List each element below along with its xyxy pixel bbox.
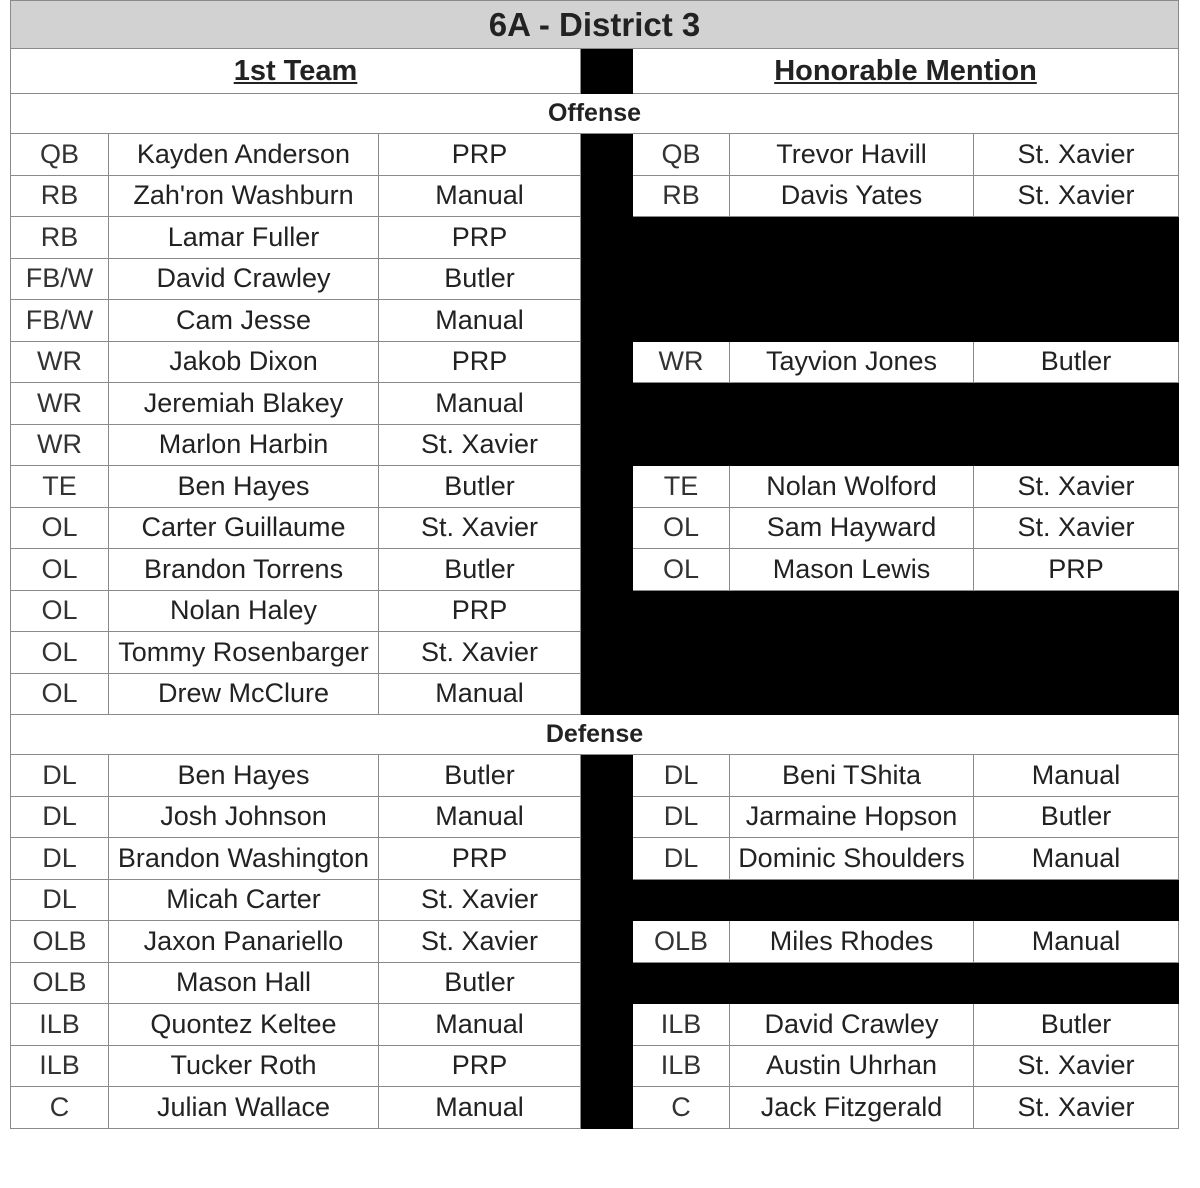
first-team-name: Carter Guillaume xyxy=(109,507,379,549)
honorable-mention-school: Butler xyxy=(974,1004,1179,1046)
empty-blackout-cell xyxy=(730,217,974,259)
first-team-name: Tucker Roth xyxy=(109,1045,379,1087)
empty-blackout-cell xyxy=(974,217,1179,259)
honorable-mention-pos: ILB xyxy=(633,1004,730,1046)
honorable-mention-school: St. Xavier xyxy=(974,466,1179,508)
table-row xyxy=(11,424,1179,466)
first-team-name: Mason Hall xyxy=(109,962,379,1004)
honorable-mention-school: Manual xyxy=(974,838,1179,880)
first-team-name: Jakob Dixon xyxy=(109,341,379,383)
first-team-name: Cam Jesse xyxy=(109,300,379,342)
honorable-mention-school: St. Xavier xyxy=(974,134,1179,176)
honorable-mention-school: Butler xyxy=(974,341,1179,383)
honorable-mention-pos: OL xyxy=(633,549,730,591)
first-team-school: Manual xyxy=(379,796,581,838)
column-separator xyxy=(581,632,633,674)
empty-blackout-cell xyxy=(730,300,974,342)
empty-blackout-cell xyxy=(633,424,730,466)
first-team-pos: DL xyxy=(11,879,109,921)
first-team-school: Manual xyxy=(379,175,581,217)
honorable-mention-name: Nolan Wolford xyxy=(730,466,974,508)
column-separator xyxy=(581,49,633,94)
first-team-pos: DL xyxy=(11,838,109,880)
first-team-school: PRP xyxy=(379,134,581,176)
first-team-pos: OL xyxy=(11,673,109,715)
empty-blackout-cell xyxy=(974,383,1179,425)
empty-blackout-cell xyxy=(633,383,730,425)
honorable-mention-school: St. Xavier xyxy=(974,1087,1179,1129)
empty-blackout-cell xyxy=(730,879,974,921)
honorable-mention-pos: OLB xyxy=(633,921,730,963)
first-team-pos: FB/W xyxy=(11,258,109,300)
honorable-mention-name: Tayvion Jones xyxy=(730,341,974,383)
first-team-pos: OL xyxy=(11,632,109,674)
first-team-pos: OL xyxy=(11,549,109,591)
title-row xyxy=(11,1,1179,49)
table-row xyxy=(11,673,1179,715)
first-team-pos: OLB xyxy=(11,962,109,1004)
honorable-mention-school: St. Xavier xyxy=(974,507,1179,549)
empty-blackout-cell xyxy=(974,632,1179,674)
first-team-header-label: 1st Team xyxy=(233,54,358,87)
honorable-mention-pos: ILB xyxy=(633,1045,730,1087)
section-label: Defense xyxy=(11,715,1179,755)
first-team-school: Manual xyxy=(379,1004,581,1046)
first-team-name: Lamar Fuller xyxy=(109,217,379,259)
honorable-mention-header-label: Honorable Mention xyxy=(774,54,1037,87)
first-team-school: Manual xyxy=(379,1087,581,1129)
first-team-pos: QB xyxy=(11,134,109,176)
first-team-name: Brandon Washington xyxy=(109,838,379,880)
table-row xyxy=(11,755,1179,797)
empty-blackout-cell xyxy=(974,673,1179,715)
column-separator xyxy=(581,1087,633,1129)
first-team-pos: ILB xyxy=(11,1004,109,1046)
honorable-mention-pos: DL xyxy=(633,755,730,797)
table-row xyxy=(11,838,1179,880)
first-team-school: St. Xavier xyxy=(379,879,581,921)
honorable-mention-pos: DL xyxy=(633,796,730,838)
table-row xyxy=(11,466,1179,508)
first-team-name: Julian Wallace xyxy=(109,1087,379,1129)
column-separator xyxy=(581,921,633,963)
first-team-school: Butler xyxy=(379,258,581,300)
table-row xyxy=(11,1004,1179,1046)
first-team-name: Ben Hayes xyxy=(109,755,379,797)
column-separator xyxy=(581,796,633,838)
column-separator xyxy=(581,424,633,466)
honorable-mention-school: St. Xavier xyxy=(974,1045,1179,1087)
honorable-mention-school: St. Xavier xyxy=(974,175,1179,217)
honorable-mention-name: Beni TShita xyxy=(730,755,974,797)
column-separator xyxy=(581,507,633,549)
table-row xyxy=(11,383,1179,425)
empty-blackout-cell xyxy=(633,300,730,342)
empty-blackout-cell xyxy=(633,258,730,300)
empty-blackout-cell xyxy=(974,300,1179,342)
honorable-mention-pos: C xyxy=(633,1087,730,1129)
empty-blackout-cell xyxy=(974,962,1179,1004)
first-team-school: St. Xavier xyxy=(379,632,581,674)
table-row xyxy=(11,1087,1179,1129)
first-team-pos: WR xyxy=(11,383,109,425)
column-separator xyxy=(581,300,633,342)
first-team-school: Manual xyxy=(379,300,581,342)
honorable-mention-name: Trevor Havill xyxy=(730,134,974,176)
table-row xyxy=(11,175,1179,217)
first-team-name: Micah Carter xyxy=(109,879,379,921)
first-team-name: Jaxon Panariello xyxy=(109,921,379,963)
honorable-mention-school: PRP xyxy=(974,549,1179,591)
table-row xyxy=(11,258,1179,300)
first-team-pos: OL xyxy=(11,507,109,549)
first-team-pos: OLB xyxy=(11,921,109,963)
column-separator xyxy=(581,1045,633,1087)
first-team-pos: C xyxy=(11,1087,109,1129)
column-separator xyxy=(581,466,633,508)
first-team-name: Kayden Anderson xyxy=(109,134,379,176)
column-separator xyxy=(581,879,633,921)
first-team-pos: DL xyxy=(11,755,109,797)
column-separator xyxy=(581,673,633,715)
first-team-pos: ILB xyxy=(11,1045,109,1087)
first-team-name: Josh Johnson xyxy=(109,796,379,838)
first-team-name: Ben Hayes xyxy=(109,466,379,508)
column-separator xyxy=(581,175,633,217)
honorable-mention-pos: WR xyxy=(633,341,730,383)
section-row-offense xyxy=(11,94,1179,134)
honorable-mention-name: Jack Fitzgerald xyxy=(730,1087,974,1129)
empty-blackout-cell xyxy=(730,590,974,632)
table-row xyxy=(11,217,1179,259)
first-team-school: Butler xyxy=(379,962,581,1004)
honorable-mention-school: Manual xyxy=(974,921,1179,963)
table-row xyxy=(11,962,1179,1004)
first-team-school: Butler xyxy=(379,549,581,591)
honorable-mention-header xyxy=(633,49,1179,94)
table-row xyxy=(11,549,1179,591)
first-team-header xyxy=(11,49,581,94)
first-team-pos: WR xyxy=(11,341,109,383)
first-team-name: Quontez Keltee xyxy=(109,1004,379,1046)
first-team-name: Jeremiah Blakey xyxy=(109,383,379,425)
empty-blackout-cell xyxy=(730,673,974,715)
empty-blackout-cell xyxy=(633,217,730,259)
first-team-school: PRP xyxy=(379,838,581,880)
column-separator xyxy=(581,549,633,591)
column-separator xyxy=(581,1004,633,1046)
table-row xyxy=(11,1045,1179,1087)
page-title: 6A - District 3 xyxy=(11,1,1179,49)
column-separator xyxy=(581,341,633,383)
empty-blackout-cell xyxy=(974,590,1179,632)
empty-blackout-cell xyxy=(633,879,730,921)
first-team-school: St. Xavier xyxy=(379,507,581,549)
honorable-mention-school: Manual xyxy=(974,755,1179,797)
honorable-mention-school: Butler xyxy=(974,796,1179,838)
honorable-mention-name: Sam Hayward xyxy=(730,507,974,549)
empty-blackout-cell xyxy=(730,383,974,425)
first-team-school: PRP xyxy=(379,341,581,383)
first-team-school: St. Xavier xyxy=(379,424,581,466)
empty-blackout-cell xyxy=(730,962,974,1004)
first-team-name: Marlon Harbin xyxy=(109,424,379,466)
honorable-mention-pos: OL xyxy=(633,507,730,549)
honorable-mention-name: Davis Yates xyxy=(730,175,974,217)
column-separator xyxy=(581,755,633,797)
column-separator xyxy=(581,258,633,300)
first-team-pos: WR xyxy=(11,424,109,466)
honorable-mention-pos: QB xyxy=(633,134,730,176)
honorable-mention-pos: TE xyxy=(633,466,730,508)
honorable-mention-name: David Crawley xyxy=(730,1004,974,1046)
first-team-school: St. Xavier xyxy=(379,921,581,963)
first-team-pos: TE xyxy=(11,466,109,508)
first-team-pos: RB xyxy=(11,217,109,259)
table-row xyxy=(11,134,1179,176)
table-row xyxy=(11,341,1179,383)
column-separator xyxy=(581,962,633,1004)
section-row-defense xyxy=(11,715,1179,755)
honorable-mention-name: Miles Rhodes xyxy=(730,921,974,963)
first-team-pos: RB xyxy=(11,175,109,217)
table-row xyxy=(11,632,1179,674)
honorable-mention-name: Mason Lewis xyxy=(730,549,974,591)
first-team-school: Manual xyxy=(379,673,581,715)
first-team-name: Tommy Rosenbarger xyxy=(109,632,379,674)
header-row xyxy=(11,49,1179,94)
empty-blackout-cell xyxy=(974,424,1179,466)
empty-blackout-cell xyxy=(730,424,974,466)
empty-blackout-cell xyxy=(633,962,730,1004)
honorable-mention-name: Austin Uhrhan xyxy=(730,1045,974,1087)
first-team-school: PRP xyxy=(379,217,581,259)
first-team-school: Manual xyxy=(379,383,581,425)
all-district-table xyxy=(10,0,1179,1129)
empty-blackout-cell xyxy=(974,879,1179,921)
first-team-pos: FB/W xyxy=(11,300,109,342)
empty-blackout-cell xyxy=(633,673,730,715)
first-team-name: Nolan Haley xyxy=(109,590,379,632)
table-row xyxy=(11,921,1179,963)
first-team-school: PRP xyxy=(379,590,581,632)
first-team-name: David Crawley xyxy=(109,258,379,300)
first-team-pos: OL xyxy=(11,590,109,632)
empty-blackout-cell xyxy=(974,258,1179,300)
empty-blackout-cell xyxy=(633,590,730,632)
table-row xyxy=(11,300,1179,342)
column-separator xyxy=(581,383,633,425)
honorable-mention-pos: RB xyxy=(633,175,730,217)
first-team-pos: DL xyxy=(11,796,109,838)
honorable-mention-name: Jarmaine Hopson xyxy=(730,796,974,838)
section-label: Offense xyxy=(11,94,1179,134)
table-row xyxy=(11,879,1179,921)
first-team-name: Drew McClure xyxy=(109,673,379,715)
empty-blackout-cell xyxy=(633,632,730,674)
column-separator xyxy=(581,134,633,176)
empty-blackout-cell xyxy=(730,632,974,674)
first-team-name: Brandon Torrens xyxy=(109,549,379,591)
column-separator xyxy=(581,217,633,259)
honorable-mention-name: Dominic Shoulders xyxy=(730,838,974,880)
first-team-school: Butler xyxy=(379,755,581,797)
table-row xyxy=(11,590,1179,632)
column-separator xyxy=(581,590,633,632)
empty-blackout-cell xyxy=(730,258,974,300)
honorable-mention-pos: DL xyxy=(633,838,730,880)
table-row xyxy=(11,796,1179,838)
first-team-school: PRP xyxy=(379,1045,581,1087)
table-row xyxy=(11,507,1179,549)
column-separator xyxy=(581,838,633,880)
first-team-school: Butler xyxy=(379,466,581,508)
first-team-name: Zah'ron Washburn xyxy=(109,175,379,217)
